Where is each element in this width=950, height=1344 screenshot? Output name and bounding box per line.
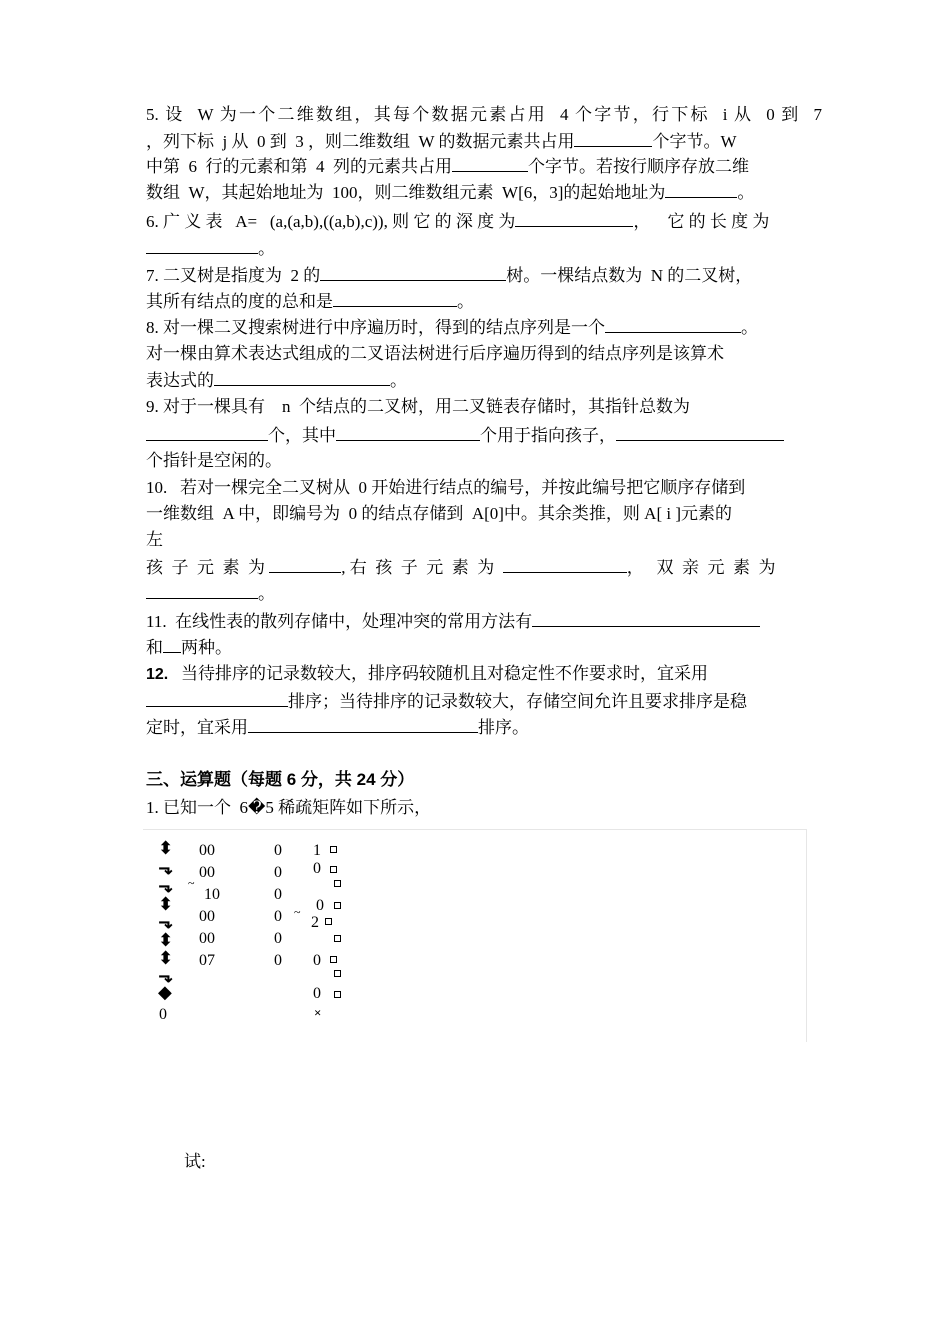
q5-line-4	[146, 181, 754, 204]
q5-line-3-text: 中第 6 行的元素和第 4 列的元素共占用	[146, 157, 452, 176]
blank	[214, 369, 390, 386]
q10-line-1: 10. 若对一棵完全二叉树从 0 开始进行结点的编号，并按此编号把它顺序存储到	[146, 478, 746, 497]
q10-line-5	[146, 582, 275, 605]
blank	[146, 237, 258, 254]
box-mark-icon	[334, 935, 341, 942]
tilde-mark: ~	[294, 905, 301, 919]
brace-segment-icon: ⬍	[158, 948, 174, 969]
brace-segment-icon: ⬎	[158, 912, 174, 933]
q6-line-1-text: 6. 广 义 表 A= (a,(a,b),((a,b),c)), 则 它 的 深 度 为	[146, 212, 516, 231]
q8-line-2: 对一棵由算术表达式组成的二叉语法树进行后序遍历得到的结点序列是该算术	[146, 344, 724, 363]
matrix-cell: 0	[274, 842, 282, 859]
q9-line-2-text: 个，其中	[268, 426, 336, 445]
brace-segment-icon: ⬎	[158, 966, 174, 987]
q5-line-3-text-b: 个字节。若按行顺序存放二维	[528, 157, 749, 176]
q7-line-2-text-b: 。	[457, 292, 474, 311]
q8-line-3-text: 表达式的	[146, 371, 214, 390]
q8-line-1-text: 8. 对一棵二叉搜索树进行中序遍历时，得到的结点序列是一个	[146, 318, 605, 337]
matrix-cell: 0	[274, 930, 282, 947]
section-heading: 三、运算题（每题 6 分，共 24 分）	[146, 770, 415, 789]
blank	[248, 716, 478, 733]
blank	[320, 264, 506, 281]
q6-line-1-text-b: ， 它 的 长 度 为	[633, 212, 770, 231]
blank	[452, 155, 528, 172]
matrix-cell: 0	[316, 897, 324, 914]
blank	[515, 210, 633, 227]
matrix-cell: 00	[199, 842, 215, 859]
matrix-cell: 0	[313, 952, 321, 969]
q10-line-3: 左	[146, 530, 163, 549]
q7-line-2	[146, 290, 474, 313]
blank	[269, 556, 341, 573]
q8-line-3-text-b: 。	[390, 371, 407, 390]
q11-line-1	[146, 610, 760, 633]
q10-line-5-text: 。	[258, 584, 275, 603]
q6-line-2-text: 。	[258, 239, 275, 258]
matrix-cell: 0	[274, 952, 282, 969]
q12-line-1-text: 当待排序的记录数较大，排序码较随机且对稳定性不作要求时，宜采用	[168, 664, 708, 683]
q5-line-2-text-b: 个字节。W	[652, 132, 737, 151]
blank	[616, 424, 784, 441]
q11-line-2-text-b: 两种。	[181, 638, 232, 657]
q10-line-4-text-b: , 右 孩 子 元 素 为	[341, 558, 495, 577]
q7-line-1-text-b: 树。一棵结点数为 N 的二叉树，	[506, 266, 753, 285]
q12-line-3-text: 定时，宜采用	[146, 718, 248, 737]
q12-line-2-text: 排序；当待排序的记录数较大，存储空间允许且要求排序是稳	[288, 692, 747, 711]
q5-line-4-text: 数组 W，其起始地址为 100，则二维数组元素 W[6，3]的起始地址为	[146, 183, 666, 202]
box-mark-icon	[334, 970, 341, 977]
matrix-cell: 00	[199, 930, 215, 947]
matrix-cell: 00	[199, 908, 215, 925]
q12-line-2	[146, 690, 747, 713]
brace-segment-icon: ⬍	[158, 930, 174, 951]
q12-number: 12.	[146, 666, 169, 683]
try-label: 试:	[184, 1152, 206, 1171]
brace-arrow-icon: ⬍	[158, 838, 174, 859]
blank	[336, 424, 480, 441]
q12-line-3-text-b: 排序。	[478, 718, 529, 737]
blank	[532, 610, 760, 627]
q5-line-2-text: ，列下标 j 从 0 到 3 ，则二维数组 W 的数据元素共占用	[146, 132, 575, 151]
brace-segment-icon: ⬎	[158, 858, 174, 879]
brace-end-icon: ◆	[158, 982, 172, 1003]
q7-line-2-text: 其所有结点的度的总和是	[146, 292, 333, 311]
brace-segment-icon: ⬎	[158, 876, 174, 897]
q10-line-4	[146, 556, 776, 579]
blank	[605, 316, 741, 333]
q9-line-2	[146, 424, 784, 447]
q5-line-4-text-b: 。	[737, 183, 755, 202]
q7-line-1-text: 7. 二叉树是指度为 2 的	[146, 266, 321, 285]
brace-segment-icon: ⬍	[158, 894, 174, 915]
matrix-cell: 2	[311, 914, 319, 931]
q10-line-4-text: 孩 子 元 素 为	[146, 558, 265, 577]
tilde-mark: ~	[188, 876, 195, 890]
matrix-bottom-left: 0	[159, 1006, 167, 1023]
q6-line-1	[146, 210, 769, 233]
box-mark-icon	[334, 991, 341, 998]
blank	[503, 556, 627, 573]
blank	[146, 690, 288, 707]
q9-line-2-text-b: 个用于指向孩子，	[480, 426, 616, 445]
blank	[665, 181, 737, 198]
matrix-cell: 07	[199, 952, 215, 969]
q12-line-1	[146, 663, 708, 686]
q11-line-2	[146, 636, 232, 659]
q3-1-prompt: 1. 已知一个 6�5 稀疏矩阵如下所示，	[146, 798, 432, 817]
matrix-cell: 0	[313, 985, 321, 1002]
blank	[146, 424, 268, 441]
box-mark-icon	[334, 880, 341, 887]
blank	[333, 290, 457, 307]
q5-line-2	[146, 130, 737, 153]
q10-line-4-text-c: ， 双 亲 元 素 为	[626, 558, 776, 577]
blank	[574, 130, 652, 147]
matrix-cell: 10	[204, 886, 220, 903]
q8-line-3	[146, 369, 407, 392]
matrix-figure	[143, 829, 807, 1042]
box-mark-icon	[330, 846, 337, 853]
q7-line-1	[146, 264, 752, 287]
q10-line-2: 一维数组 A 中，即编号为 0 的结点存储到 A[0]中。其余类推，则 A[ i ]元素的	[146, 504, 733, 523]
matrix-cell: 0	[274, 886, 282, 903]
q8-line-1-text-b: 。	[741, 318, 758, 337]
q9-line-3: 个指针是空闲的。	[146, 451, 282, 470]
matrix-cell: 00	[199, 864, 215, 881]
q5-line-1: 5. 设 W 为一个二维数组，其每个数据元素占用 4 个字节，行下标 i 从 0 到 7	[146, 105, 822, 124]
q8-line-1	[146, 316, 758, 339]
q5-line-3	[146, 155, 749, 178]
q11-line-1-text: 11. 在线性表的散列存储中，处理冲突的常用方法有	[146, 612, 533, 631]
q9-line-1: 9. 对于一棵具有 n 个结点的二叉树，用二叉链表存储时，其指针总数为	[146, 397, 690, 416]
blank	[146, 582, 258, 599]
box-mark-icon	[334, 902, 341, 909]
blank	[163, 636, 181, 653]
q12-line-3	[146, 716, 529, 739]
matrix-cell: 0	[274, 864, 282, 881]
q11-line-2-text: 和	[146, 638, 163, 657]
x-mark: ×	[314, 1005, 322, 1020]
box-mark-icon	[330, 866, 337, 873]
matrix-cell: 0	[313, 860, 321, 877]
matrix-cell: 1	[313, 842, 321, 859]
box-mark-icon	[330, 956, 337, 963]
q6-line-2	[146, 237, 275, 260]
box-mark-icon	[325, 918, 332, 925]
matrix-cell: 0	[274, 908, 282, 925]
